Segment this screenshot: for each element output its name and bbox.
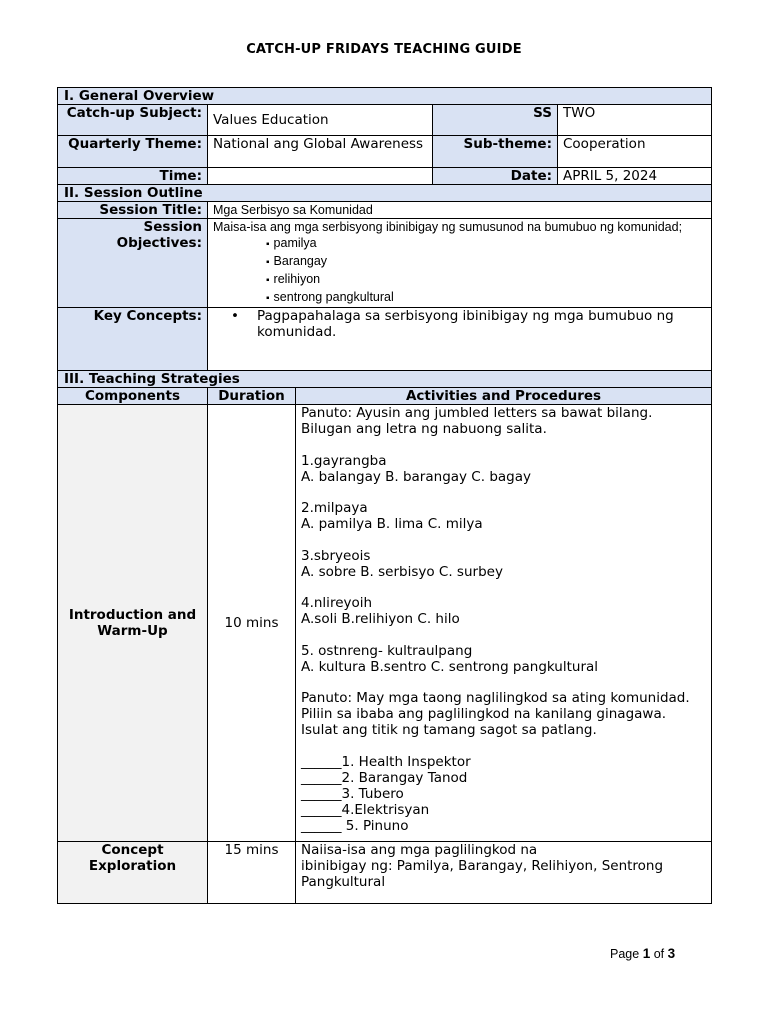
activity-line: A. balangay B. barangay C. bagay: [301, 468, 531, 485]
page-current: 1: [642, 946, 651, 961]
activity-line: ______2. Barangay Tanod: [301, 769, 468, 786]
activity-line: 4.nlireyoih: [301, 595, 373, 611]
list-item: ▪ relihiyon: [266, 271, 706, 289]
activity-line: ibinibigay ng: Pamilya, Barangay, Relihiyon, Sentrong Pangkultural: [301, 858, 664, 890]
session-title-label: Session Title:: [58, 202, 208, 219]
table-row: [58, 405, 712, 842]
duration-cell: 10 mins: [208, 405, 296, 842]
activity-line: ______1. Health Inspektor: [301, 753, 471, 770]
activities-cell: [296, 405, 712, 842]
component-cell: Concept Exploration: [58, 842, 208, 904]
spacer: [301, 580, 706, 596]
subtheme-value: Cooperation: [558, 136, 712, 168]
component-cell: Introduction and Warm-Up: [58, 405, 208, 842]
grade-value: TWO: [558, 105, 712, 136]
spacer: [301, 627, 706, 643]
activity-line: A. pamilya B. lima C. milya: [301, 516, 483, 532]
page-word: Page: [610, 947, 640, 961]
activity-line: A. sobre B. serbisyo C. surbey: [301, 563, 503, 580]
activity-line: ______3. Tubero: [301, 785, 404, 802]
list-item: ▪ pamilya: [266, 235, 706, 253]
subject-label: Catch-up Subject:: [58, 105, 208, 136]
time-label: Time:: [58, 168, 208, 185]
activity-line: 1.gayrangba: [301, 452, 387, 469]
session-title-value: Mga Serbisyo sa Komunidad: [208, 202, 712, 219]
objectives-label: Session Objectives:: [58, 219, 208, 308]
activity-line: 5. ostnreng- kultraulpang: [301, 642, 473, 659]
date-value: APRIL 5, 2024: [558, 168, 712, 185]
key-concepts-text: Pagpapahalaga sa serbisyong ibinibigay ng mga bumubuo ng komunidad.: [257, 308, 674, 340]
time-value: [208, 168, 433, 185]
grade-label: SS: [433, 105, 558, 136]
activities-list: [301, 405, 706, 834]
activities-list: [301, 842, 706, 890]
activity-line: ______4.Elektrisyan: [301, 801, 430, 818]
column-header-activities: Activities and Procedures: [296, 388, 712, 405]
column-header-duration: Duration: [208, 388, 296, 405]
spacer: [301, 437, 706, 453]
column-header-components: Components: [58, 388, 208, 405]
spacer: [301, 532, 706, 548]
subject-text: Values Education: [213, 112, 329, 128]
spacer: [301, 738, 706, 754]
activity-line: Panuto: Ayusin ang jumbled letters sa bawat bilang. Bilugan ang letra ng nabuong salita.: [301, 405, 653, 437]
activity-line: A. kultura B.sentro C. sentrong pangkultural: [301, 658, 599, 675]
objectives-list: [213, 235, 706, 307]
list-item: ▪ Barangay: [266, 253, 706, 271]
section-general-overview: I. General Overview: [58, 88, 712, 105]
activity-line: ______ 5. Pinuno: [301, 817, 409, 834]
duration-cell: 15 mins: [208, 842, 296, 904]
theme-label: Quarterly Theme:: [58, 136, 208, 168]
teaching-guide-table: [57, 87, 711, 904]
subject-value: [208, 105, 433, 136]
date-label: Date:: [433, 168, 558, 185]
activities-cell: [296, 842, 712, 904]
page-total: 3: [667, 946, 676, 961]
key-concepts-cell: [208, 308, 712, 371]
table-row: [58, 842, 712, 904]
document-title: CATCH-UP FRIDAYS TEACHING GUIDE: [246, 42, 522, 57]
section-teaching-strategies: III. Teaching Strategies: [58, 371, 712, 388]
page-number: [610, 946, 675, 961]
section-session-outline: II. Session Outline: [58, 185, 712, 202]
list-item: ▪ sentrong pangkultural: [266, 289, 706, 307]
of-word: of: [653, 947, 665, 961]
activity-line: Naiisa-isa ang mga paglilingkod na: [301, 842, 538, 858]
subtheme-label: Sub-theme:: [433, 136, 558, 168]
activity-line: 3.sbryeois: [301, 547, 371, 564]
theme-value: National ang Global Awareness: [208, 136, 433, 168]
objectives-cell: [208, 219, 712, 308]
objectives-intro: Maisa-isa ang mga serbisyong ibinibigay ng sumusunod na bumubuo ng komunidad;: [213, 220, 683, 234]
spacer: [301, 675, 706, 691]
activity-line: 2.milpaya: [301, 500, 368, 516]
activity-line: Panuto: May mga taong naglilingkod sa ating komunidad. Piliin sa ibaba ang paglilingkod na kanilang ginagawa. Isulat ang titik ng tamang sagot sa patlang.: [301, 690, 690, 738]
activity-line: A.soli B.relihiyon C. hilo: [301, 611, 460, 627]
spacer: [301, 485, 706, 501]
key-concepts-label: Key Concepts:: [58, 308, 208, 371]
bullet-icon: •: [231, 308, 239, 324]
